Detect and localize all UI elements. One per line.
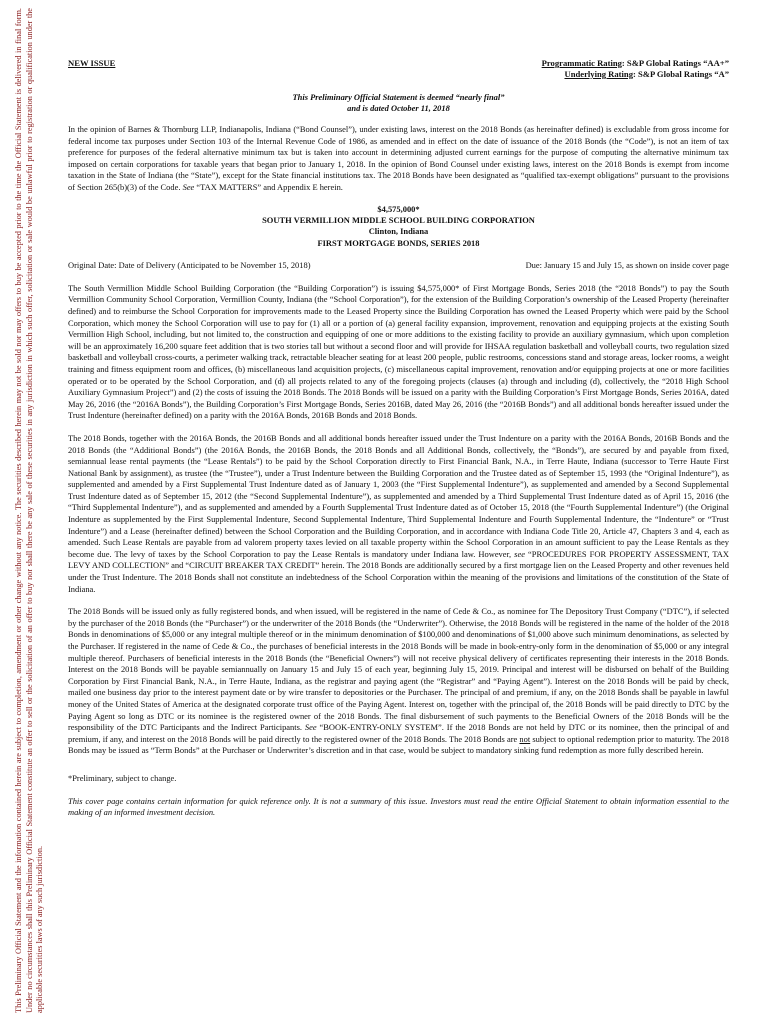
security-paragraph	[68, 433, 729, 595]
cover-page-note: This cover page contains certain information for quick reference only. It is not a summary of this issue. Investors must read the entire Official Statement to obtain information essential to the making of an informed investment decision.	[68, 795, 729, 817]
original-date: Original Date: Date of Delivery (Anticipated to be November 15, 2018)	[68, 260, 311, 271]
red-herring-legend: This Preliminary Official Statement and the information contained herein are subject to completion, amendment or other change without any notice. The securities described herein may not be sold nor may offers to buy be accepted prior to the time the Official Statement is delivered in final form. Under no circumstances shall this Preliminary Official Statement constitute an offer to sell or the solicitation of an offer to buy nor shall there be any sale of these securities in any jurisdiction in which such offer, solicitation or sale would be unlawful prior to registration or qualification under the applicable securities laws of any such jurisdiction.	[14, 8, 44, 1013]
security-text-b: “PROCEDURES FOR PROPERTY ASSESSMENT, TAX LEVY AND COLLECTION” and “CIRCUIT BREAKER TAX CREDIT” herein. The 2018 Bonds are additionally secured by a first mortgage lien on the Leased Property and other revenues held under the Trust Indenture. The 2018 Bonds shall not constitute an indebtedness of the School Corporation within the meaning of the provisions and limitations of the constitution of the State of Indiana.	[68, 548, 729, 594]
underlying-rating-value: : S&P Global Ratings “A”	[633, 69, 729, 79]
preliminary-legend-sidebar	[14, 8, 64, 1013]
opinion-see: See	[182, 181, 195, 192]
registration-paragraph	[68, 606, 729, 757]
registration-text-c: subject to optional redemption prior to maturity. The 2018 Bonds may be issued as “Term Bonds” at the Purchaser or Underwriter’s discretion and in that case, would be subject to mandatory sinking fund redemption as more fully described herein.	[68, 733, 729, 756]
purpose-paragraph: The South Vermillion Middle School Building Corporation (the “Building Corporation”) is issuing $4,575,000* of First Mortgage Bonds, Series 2018 (the “2018 Bonds”) to pay the South Vermillion Community School Corporation, Vermillion County, Indiana (the “School Corporation”), for the extension of the Building Corporation’s ownership of the Leased Property (hereinafter defined) and to reimburse the School Corporation for improvements made to the Leased Property since the Building Corporation has owned the Leased Property which were paid by the School Corporation, which money the School Corporation will use to pay for (1) all or a portion of (a) general facility expansion, improvement, renovation and equipping projects at the existing South Vermillion High School, including, but not limited to, the construction and equipping of one or more additions to the existing facility to provide an auxiliary gymnasium, which upon completion will be an approximately 16,200 square feet addition that is two stories tall but without a second floor and will provide for IHSAA regulation basketball and volleyball courts, two regulation sized basketball and volleyball cross-courts, a perimeter walking track, retractable bleacher seating for at least 200 people, public restrooms, concessions stand and storage areas, locker rooms, a weight training and fitness equipment room and offices, (b) miscellaneous land acquisition projects, (c) miscellaneous capital improvement, renovation and/or equipping projects at one or more facilities operated or to be operated by the School Corporation, and (d) all projects related to any of the foregoing projects (clauses (a) through and including (d), collectively, the “2018 High School Auxiliary Gymnasium Project”) and (2) the costs of issuing the 2018 Bonds. The 2018 Bonds will be issued on a parity with the Building Corporation’s First Mortgage Bonds, Series 2016A, dated May 26, 2016 (the “2016A Bonds”), the Building Corporation’s First Mortgage Bonds, Series 2016B, dated May 26, 2016 (the “2016B Bonds”) and all additional bonds hereafter issued under the Trust Indenture (hereinafter defined) on a parity with the 2016A Bonds, 2016B Bonds and 2018 Bonds.	[68, 282, 729, 421]
dates-row	[68, 260, 729, 272]
security-text-a: The 2018 Bonds, together with the 2016A Bonds, the 2016B Bonds and all additional bonds hereafter issued under the Trust Indenture on a parity with the 2016A Bonds, 2016B Bonds and the 2018 Bonds (the “Additional Bonds”) (the 2016A Bonds, the 2016B Bonds, the 2018 Bonds and all Additional Bonds, collectively, the “Bonds”), are secured by and payable from fixed, semiannual lease rental payments (the “Lease Rentals”) to be paid by the School Corporation directly to First Financial Bank, N.A., in Terre Haute, Indiana (successor to Terre Haute First National Bank by assignment), as trustee (the “Trustee”), under a Trust Indenture between the Building Corporation and the Trustee dated as of September 15, 1993 (the “Original Indenture”), as supplemented and amended by a First Supplemental Trust Indenture dated as of January 1, 2003 (the “First Supplemental Indenture”), as supplemented and amended by a Second Supplemental Trust Indenture dated as of September 15, 2012 (the “Second Supplemental Indenture”), as supplemented and amended by a Third Supplemental Trust Indenture dated as of April 15, 2016 (the “Third Supplemental Indenture”), and as supplemented and amended by a Fourth Supplemental Trust Indenture dated as of October 15, 2018 (the “Fourth Supplemental Indenture”) (the Original Indenture as supplemented by the First Supplemental Indenture, Second Supplemental Indenture, Third Supplemental Indenture and Fourth Supplemental Indenture, the “Indenture” or “Trust Indenture”) and a Lease (hereinafter defined) between the School Corporation and the Building Corporation, and in accordance with Indiana Code Title 20, Article 47, Chapters 3 and 4, each as amended. Such Lease Rentals are payable from ad valorem property taxes levied on all taxable property within the School Corporation in an amount sufficient to pay the Lease Rentals as they become due. The levy of taxes by the School Corporation to pay the Lease Rentals is mandatory under Indiana law. However,	[68, 432, 729, 559]
programmatic-rating-value: : S&P Global Ratings “AA+”	[621, 58, 729, 68]
due-date: Due: January 15 and July 15, as shown on inside cover page	[525, 260, 729, 271]
bond-series: FIRST MORTGAGE BONDS, SERIES 2018	[317, 237, 480, 248]
new-issue-label: NEW ISSUE	[68, 58, 116, 68]
opinion-text-b: “TAX MATTERS” and Appendix E herein.	[194, 181, 343, 192]
programmatic-rating-label: Programmatic Rating	[541, 58, 622, 68]
security-see: see	[514, 548, 525, 559]
programmatic-rating	[542, 58, 729, 69]
issuer-name: SOUTH VERMILLION MIDDLE SCHOOL BUILDING CORPORATION	[262, 214, 535, 225]
underlying-rating	[542, 69, 729, 80]
header-row	[68, 58, 729, 84]
preliminary-line-2: and is dated October 11, 2018	[347, 103, 450, 113]
preliminary-line-1: This Preliminary Official Statement is deemed “nearly final”	[292, 92, 505, 102]
underlying-rating-label: Underlying Rating	[564, 69, 634, 79]
preliminary-statement-notice	[68, 92, 729, 114]
bond-title-block	[68, 204, 729, 250]
bond-counsel-opinion	[68, 124, 729, 194]
registration-not: not	[519, 733, 531, 744]
registration-see: See	[304, 722, 317, 733]
opinion-text-a: In the opinion of Barnes & Thornburg LLP, Indianapolis, Indiana (“Bond Counsel”), under existing laws, interest on the 2018 Bonds (as hereinafter defined) is excludable from gross income for federal income tax purposes under Section 103 of the Internal Revenue Code of 1986, as amended and in effect on the date of issuance of the 2018 Bonds (the “Code”), is not an item of tax preference for purposes of the federal alternative minimum tax but is taken into account in determining adjusted current earnings for the purpose of computing the alternative minimum tax imposed on certain corporations for taxable years that began prior to January 1, 2018. In the opinion of Bond Counsel under existing laws, interest on the 2018 Bonds is exempt from income taxation in the State of Indiana (the “State”), except for the State financial institutions tax. The 2018 Bonds have been designated as “qualified tax-exempt obligations” pursuant to the provisions of Section 265(b)(3) of the Code.	[68, 124, 729, 192]
bond-amount: $4,575,000*	[377, 203, 420, 214]
cover-page	[68, 58, 729, 818]
registration-text-a: The 2018 Bonds will be issued only as fully registered bonds, and when issued, will be registered in the name of Cede & Co., as nominee for The Depository Trust Company (“DTC”), if selected by the purchaser of the 2018 Bonds (the “Purchaser”) or the underwriter of the 2018 Bonds (the “Underwriter”). Otherwise, the 2018 Bonds will be registered in the name of the holder of the 2018 Bonds in denominations of $5,000 or any integral multiple thereof or in the minimum denomination of $100,000 and denominations of $1,000 above such minimum denominations, as selected by the Purchaser. If registered in the name of Cede & Co., the purchases of beneficial interests in the 2018 Bonds will be made in book-entry-only form in the denomination of $5,000 or any integral multiple thereof. Purchasers of beneficial interests in the 2018 Bonds (the “Beneficial Owners”) will not receive physical delivery of certificates representing their interests in the 2018 Bonds. Interest on the 2018 Bonds will be payable semiannually on January 15 and July 15 of each year, beginning July 15, 2019. Principal and interest will be disbursed on behalf of the Building Corporation by First Financial Bank, N.A., in Terre Haute, Indiana, as the registrar and paying agent (the “Registrar” and “Paying Agent”). Interest on the 2018 Bonds will be paid by check, mailed one business day prior to the interest payment date or by wire transfer to depositories or the Purchaser. The principal of and premium, if any, on the 2018 Bonds shall be payable in lawful money of the United States of America at the designated corporate trust office of the Paying Agent. Interest on, together with the principal of, the 2018 Bonds will be paid directly to DTC by the Paying Agent so long as DTC or its nominee is the registered owner of the 2018 Bonds. The final disbursement of such payments to the Beneficial Owners of the 2018 Bonds will be the responsibility of the DTC Participants and the Indirect Participants.	[68, 606, 729, 733]
ratings-block	[542, 58, 729, 80]
issuer-location: Clinton, Indiana	[368, 226, 429, 237]
registration-text-b: “BOOK-ENTRY-ONLY SYSTEM”. If the 2018 Bonds are not held by DTC or its nominee, then the principal of and premium, if any, and interest on the 2018 Bonds will be paid directly to the registered owner of the 2018 Bonds. The 2018 Bonds are	[68, 722, 729, 744]
preliminary-footnote: *Preliminary, subject to change.	[68, 772, 177, 783]
